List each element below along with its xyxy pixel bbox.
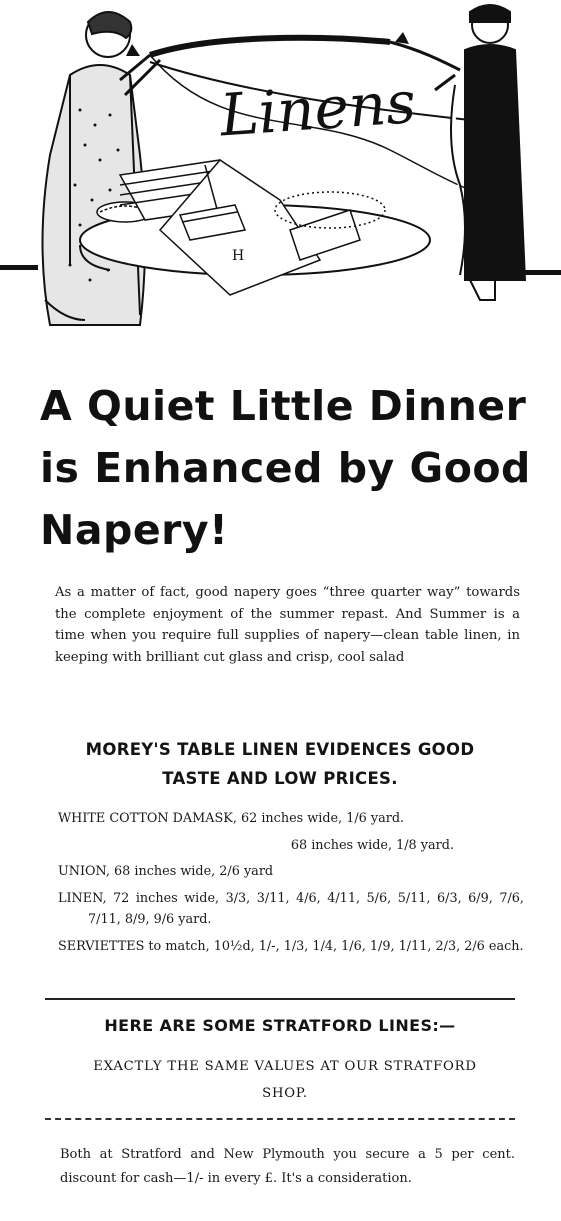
- headline: [40, 375, 540, 561]
- subheading: [60, 735, 500, 793]
- subheading-line-1: MOREY'S TABLE LINEN EVIDENCES GOOD: [85, 740, 475, 759]
- headline-line-2: is Enhanced by Good: [40, 444, 531, 492]
- woman-left-icon: [43, 12, 161, 325]
- price-item-union: UNION, 68 inches wide, 2/6 yard: [58, 864, 274, 879]
- banner-script-text: Linens: [217, 67, 418, 150]
- woman-right-icon: [435, 5, 525, 300]
- divider-rule: [45, 998, 515, 1000]
- linens-illustration: [0, 0, 561, 340]
- intro-paragraph: As a matter of fact, good napery goes “three quarter way” towards the complete enjoyment of the summer repast. And Summer is a time when you require full supplies of napery—clean table linen, in keeping with brilliant cut glass and crisp, cool salad: [55, 585, 520, 665]
- stratford-heading: HERE ARE SOME STRATFORD LINES:—: [104, 1016, 456, 1035]
- side-rule-right-icon: [520, 270, 561, 275]
- price-item-serviettes: SERVIETTES to match, 10½d, 1/-, 1/3, 1/4, 1/6, 1/9, 1/11, 2/3, 2/6 each.: [58, 938, 524, 954]
- stratford-note-line-2: SHOP.: [262, 1086, 308, 1101]
- stratford-note-line-1: EXACTLY THE SAME VALUES AT OUR STRATFORD: [93, 1059, 477, 1074]
- side-rule-left-icon: [0, 265, 38, 270]
- discount-note: Both at Stratford and New Plymouth you secure a 5 per cent. discount for cash—1/- in every £. It's a consideration.: [60, 1147, 515, 1186]
- svg-text:H: H: [232, 248, 245, 264]
- price-item-white-cotton-damask: WHITE COTTON DAMASK, 62 inches wide, 1/6 yard.: [58, 811, 405, 826]
- price-item-white-cotton-damask-68: 68 inches wide, 1/8 yard.: [290, 837, 454, 853]
- stratford-note: [70, 1053, 500, 1107]
- headline-line-3: Napery!: [40, 506, 229, 554]
- price-list: [58, 808, 524, 962]
- subheading-line-2: TASTE AND LOW PRICES.: [162, 769, 398, 788]
- headline-line-1: A Quiet Little Dinner: [40, 382, 527, 430]
- divider-rule-dashed: [45, 1118, 515, 1120]
- price-item-linen: LINEN, 72 inches wide, 3/3, 3/11, 4/6, 4/11, 5/6, 5/11, 6/3, 6/9, 7/6, 7/11, 8/9, 9/6 yard.: [58, 890, 524, 927]
